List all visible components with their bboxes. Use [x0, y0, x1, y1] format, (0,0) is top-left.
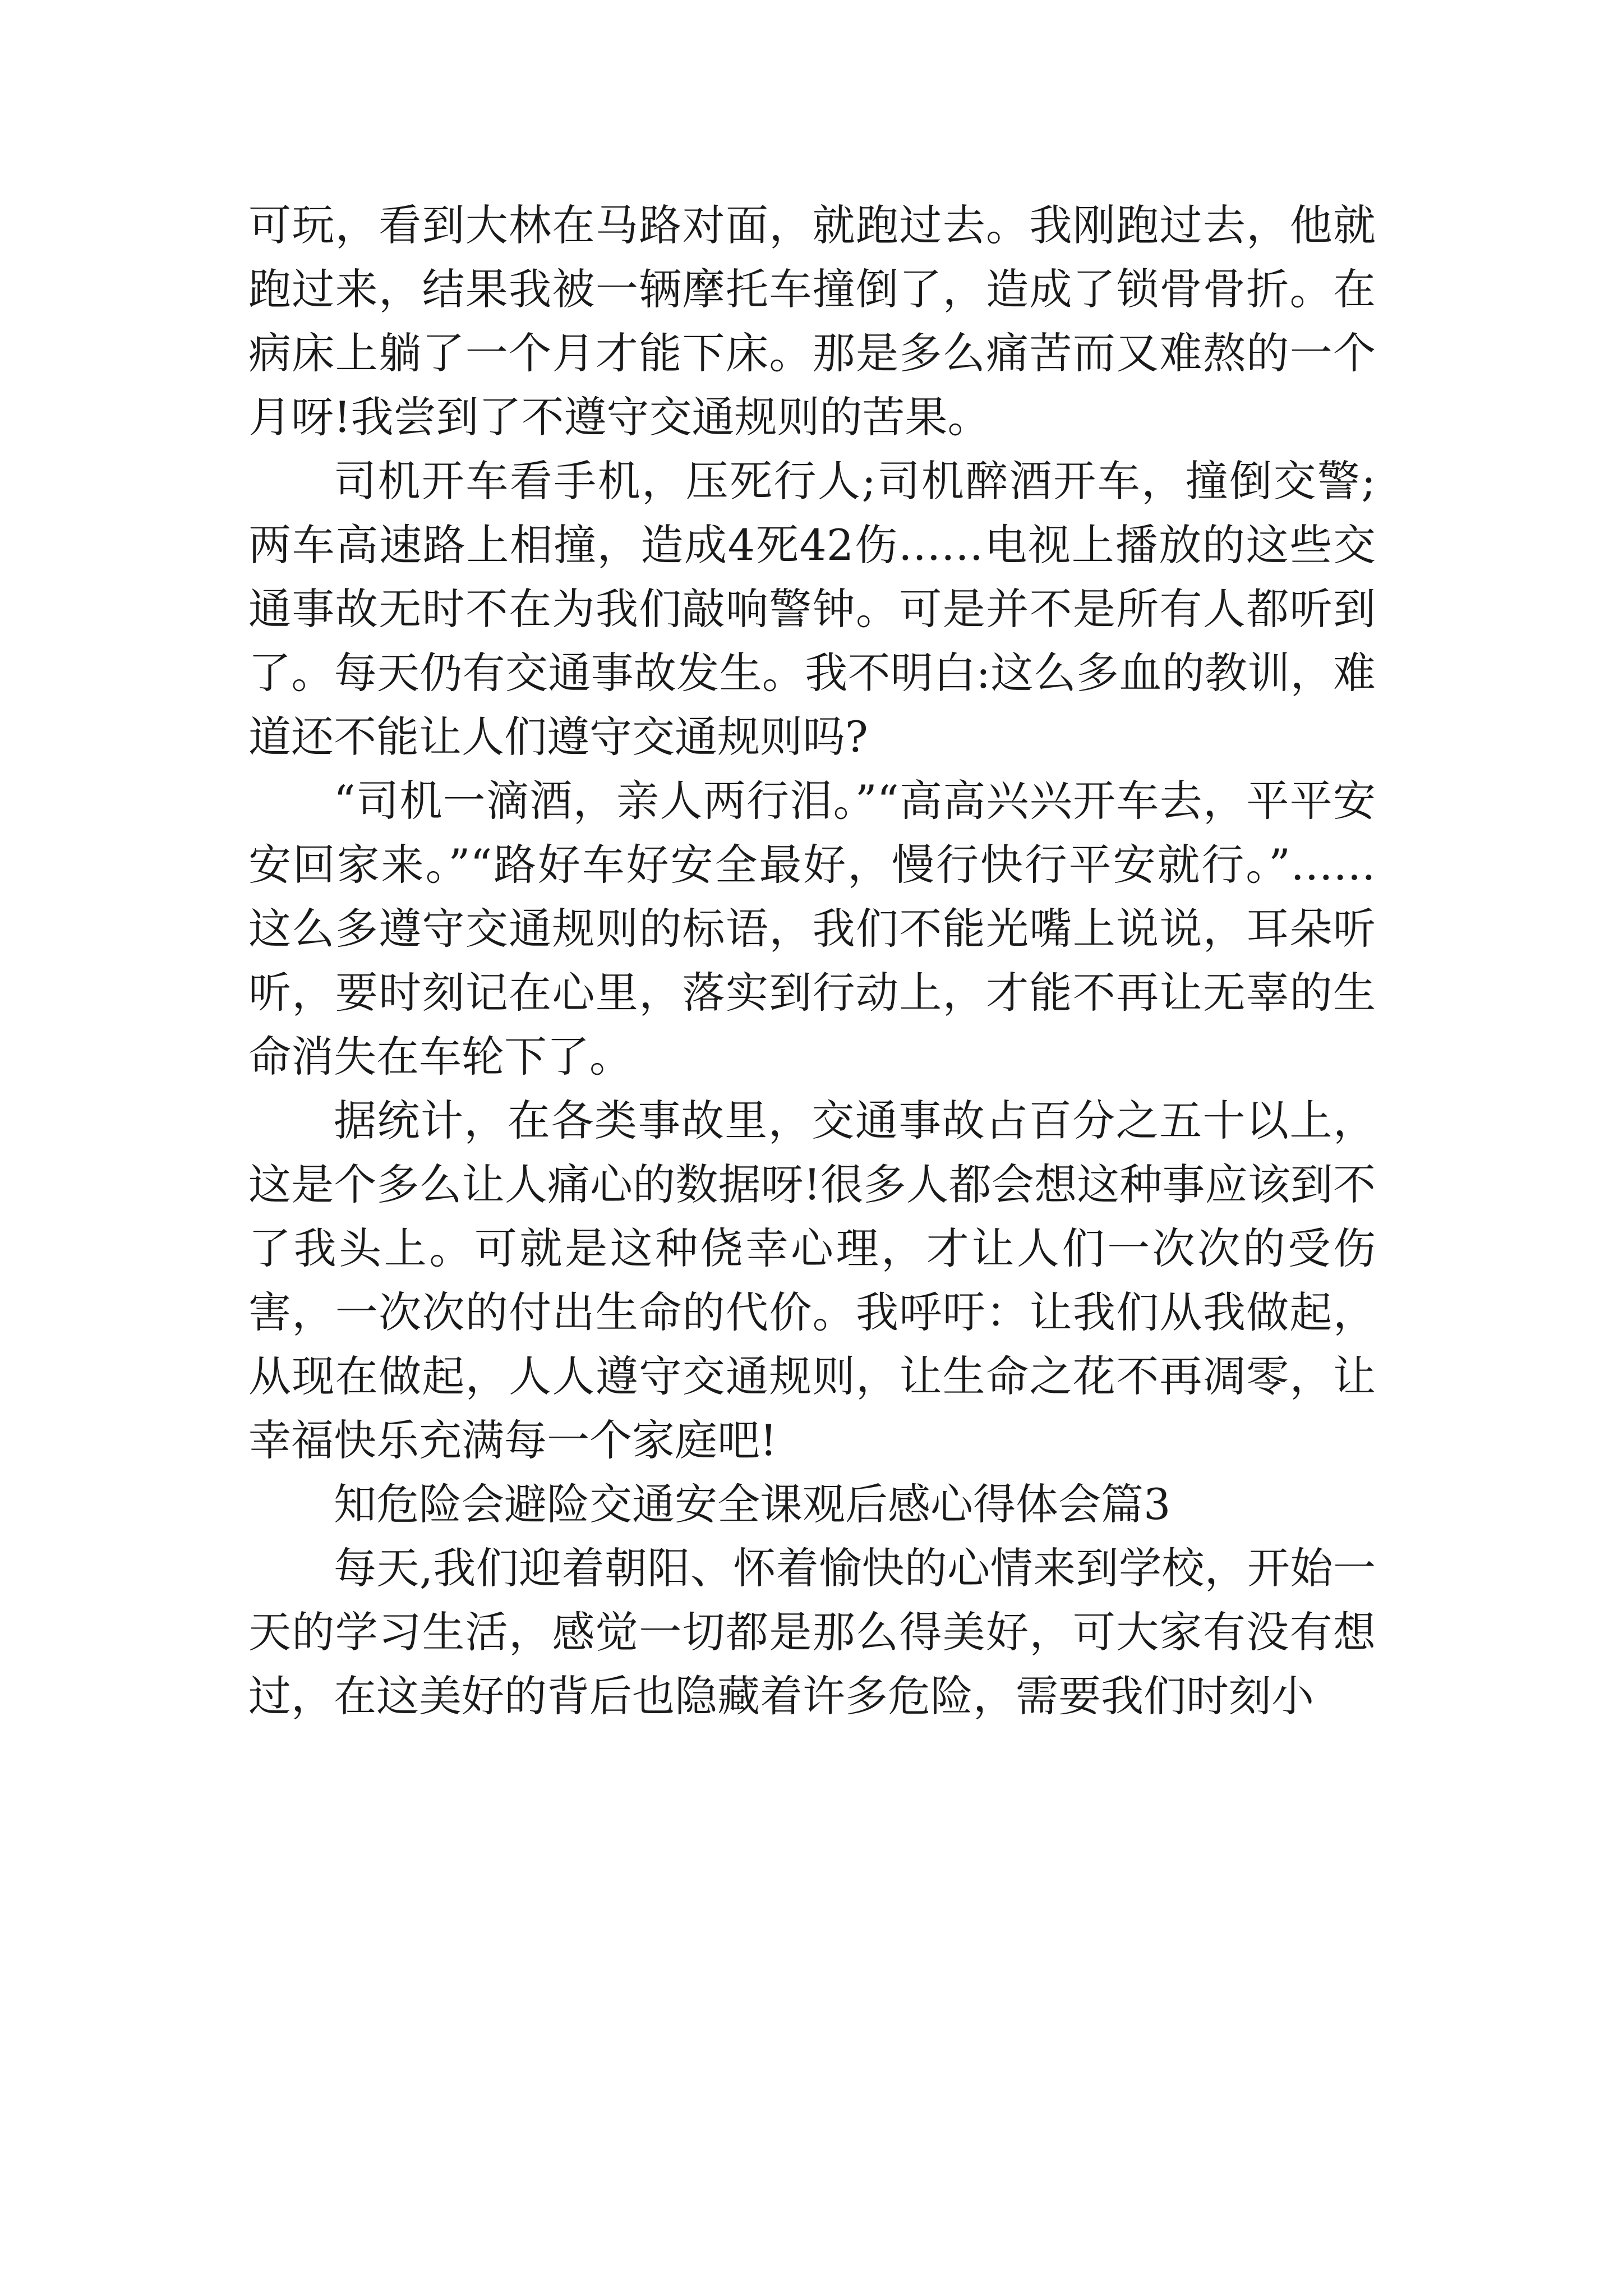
- paragraph-statistics: 据统计，在各类事故里，交通事故占百分之五十以上，这是个多么让人痛心的数据呀!很多人都会想这种事应该到不了我头上。可就是这种侥幸心理，才让人们一次次的受伤害，一次次的付出生命的代价。我呼吁：让我们从我做起，从现在做起，人人遵守交通规则，让生命之花不再凋零，让幸福快乐充满每一个家庭吧!: [248, 1096, 1376, 1465]
- paragraph-slogans: “司机一滴酒，亲人两行泪。”“高高兴兴开车去，平平安安回家来。”“路好车好安全最好，慢行快行平安就行。”……这么多遵守交通规则的标语，我们不能光嘴上说说，耳朵听听，要时刻记在心里，落实到行动上，才能不再让无辜的生命消失在车轮下了。: [248, 776, 1376, 1082]
- paragraph-continued: 可玩，看到大林在马路对面，就跑过去。我刚跑过去，他就跑过来，结果我被一辆摩托车撞倒了，造成了锁骨骨折。在病床上躺了一个月才能下床。那是多么痛苦而又难熬的一个月呀!我尝到了不遵守交通规则的苦果。: [248, 200, 1376, 442]
- paragraph-traffic-accidents: 司机开车看手机，压死行人;司机醉酒开车，撞倒交警;两车高速路上相撞，造成4死42伤……电视上播放的这些交通事故无时不在为我们敲响警钟。可是并不是所有人都听到了。每天仍有交通事故发生。我不明白:这么多血的教训，难道还不能让人们遵守交通规则吗?: [248, 456, 1376, 762]
- document-body: [248, 194, 1376, 1728]
- section-heading: 知危险会避险交通安全课观后感心得体会篇3: [334, 1479, 1171, 1529]
- paragraph-every-day: 每天,我们迎着朝阳、怀着愉快的心情来到学校，开始一天的学习生活，感觉一切都是那么得美好，可大家有没有想过，在这美好的背后也隐藏着许多危险，需要我们时刻小: [248, 1543, 1376, 1721]
